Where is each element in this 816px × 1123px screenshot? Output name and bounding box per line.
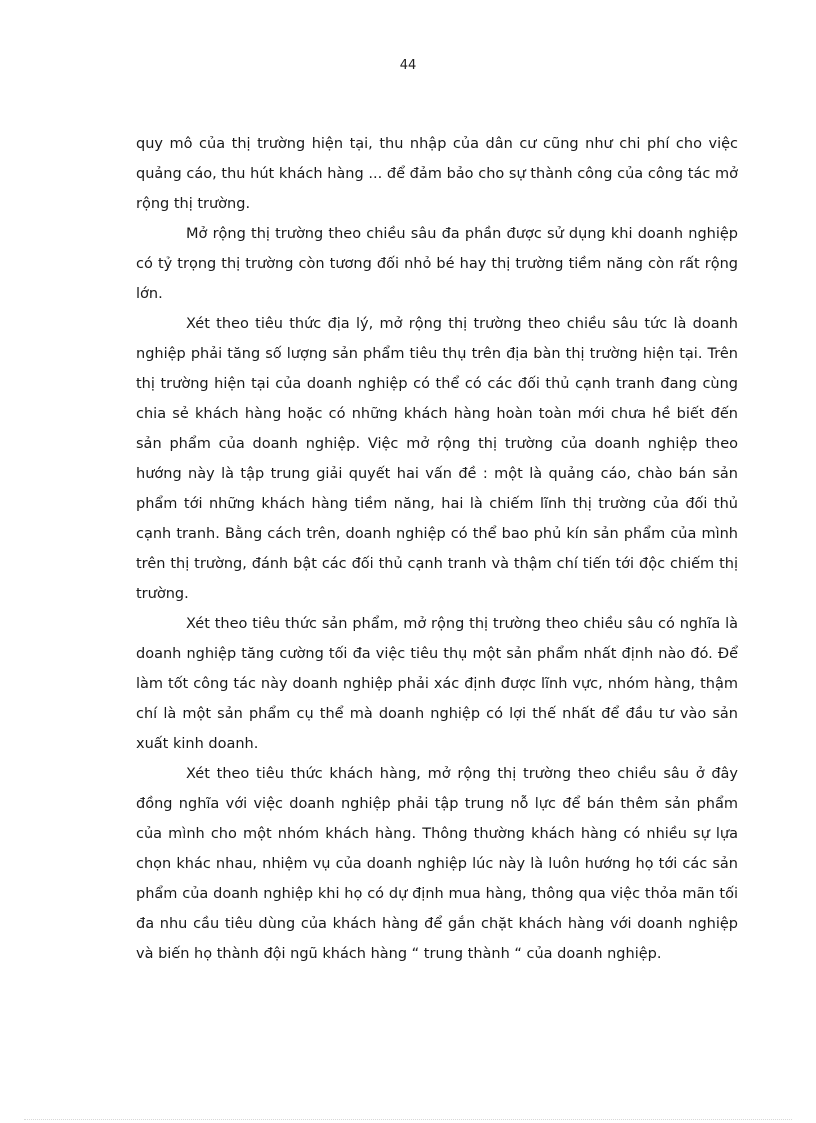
body-text xyxy=(136,129,738,969)
paragraph-continuation: quy mô của thị trường hiện tại, thu nhập của dân cư cũng như chi phí cho việc quảng cáo, thu hút khách hàng ... để đảm bảo cho sự thành công của công tác mở rộng thị trường. xyxy=(136,136,738,212)
page-bottom-divider xyxy=(24,1119,792,1120)
paragraph-geographic-criterion: Xét theo tiêu thức địa lý, mở rộng thị trường theo chiều sâu tức là doanh nghiệp phải tăng số lượng sản phẩm tiêu thụ trên địa bàn thị trường hiện tại. Trên thị trường hiện tại của doanh nghiệp có thể có các đối thủ cạnh tranh đang cùng chia sẻ khách hàng hoặc có những khách hàng hoàn toàn mới chưa hề biết đến sản phẩm của doanh nghiệp. Việc mở rộng thị trường của doanh nghiệp theo hướng này là tập trung giải quyết hai vấn đề : một là quảng cáo, chào bán sản phẩm tới những khách hàng tiềm năng, hai là chiếm lĩnh thị trường của đối thủ cạnh tranh. Bằng cách trên, doanh nghiệp có thể bao phủ kín sản phẩm của mình trên thị trường, đánh bật các đối thủ cạnh tranh và thậm chí tiến tới độc chiếm thị trường. xyxy=(136,316,738,602)
paragraph-depth-expansion: Mở rộng thị trường theo chiều sâu đa phần được sử dụng khi doanh nghiệp có tỷ trọng thị trường còn tương đối nhỏ bé hay thị trường tiềm năng còn rất rộng lớn. xyxy=(136,226,738,302)
page-number: 44 xyxy=(399,58,417,73)
paragraph-product-criterion: Xét theo tiêu thức sản phẩm, mở rộng thị trường theo chiều sâu có nghĩa là doanh nghiệp tăng cường tối đa việc tiêu thụ một sản phẩm nhất định nào đó. Để làm tốt công tác này doanh nghiệp phải xác định được lĩnh vực, nhóm hàng, thậm chí là một sản phẩm cụ thể mà doanh nghiệp có lợi thế nhất để đầu tư vào sản xuất kinh doanh. xyxy=(136,616,738,752)
paragraph-customer-criterion: Xét theo tiêu thức khách hàng, mở rộng thị trường theo chiều sâu ở đây đồng nghĩa với việc doanh nghiệp phải tập trung nỗ lực để bán thêm sản phẩm của mình cho một nhóm khách hàng. Thông thường khách hàng có nhiều sự lựa chọn khác nhau, nhiệm vụ của doanh nghiệp lúc này là luôn hướng họ tới các sản phẩm của doanh nghiệp khi họ có dự định mua hàng, thông qua việc thỏa mãn tối đa nhu cầu tiêu dùng của khách hàng để gắn chặt khách hàng với doanh nghiệp và biến họ thành đội ngũ khách hàng “ trung thành “ của doanh nghiệp. xyxy=(136,766,738,962)
